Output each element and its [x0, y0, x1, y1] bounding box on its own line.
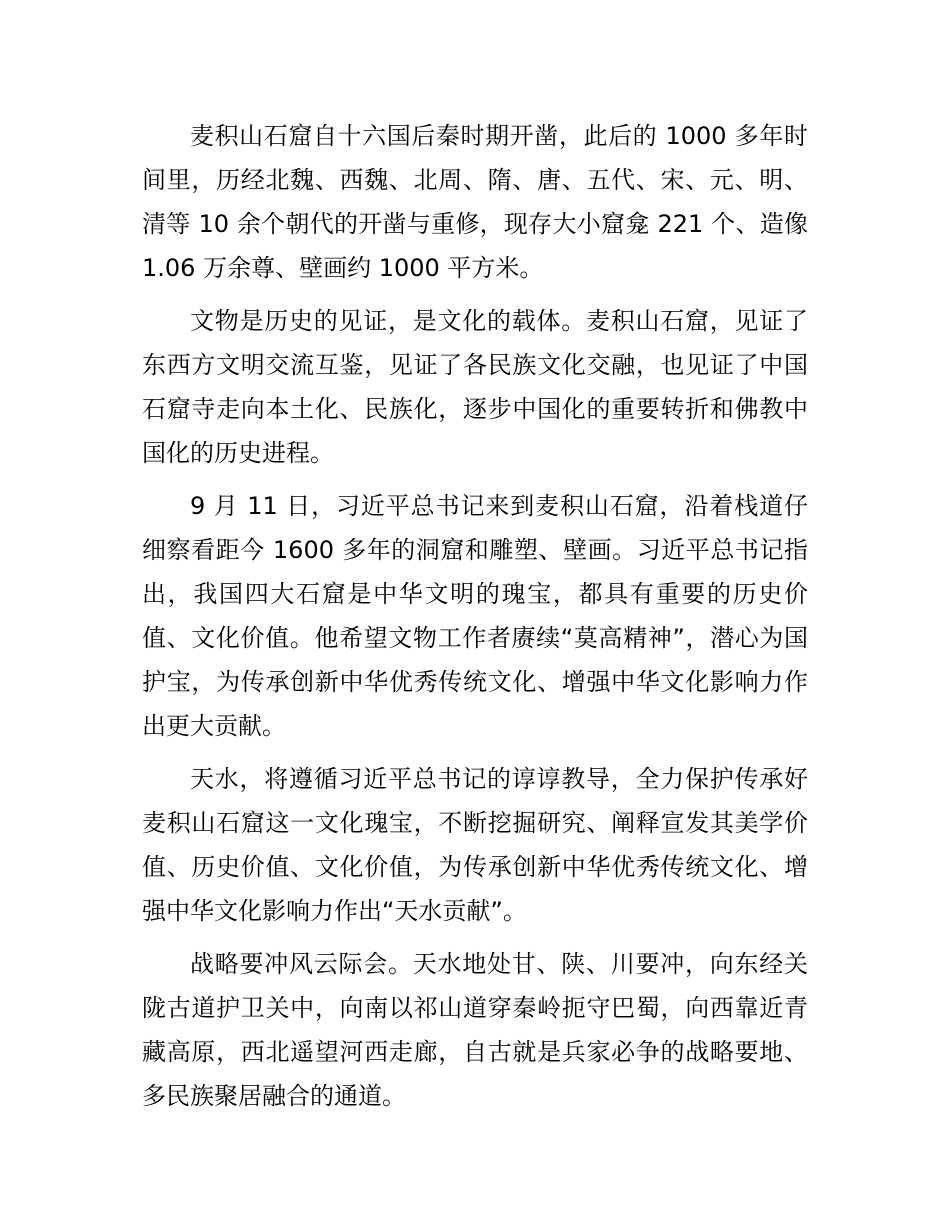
paragraph-5: 战略要冲风云际会。天水地处甘、陕、川要冲，向东经关陇古道护卫关中，向南以祁山道穿秦岭扼守巴蜀，向西靠近青藏高原，西北遥望河西走廊，自古就是兵家必争的战略要地、多民族聚居融合的通道。: [142, 950, 808, 1110]
paragraph-4: 天水，将遵循习近平总书记的谆谆教导，全力保护传承好麦积山石窟这一文化瑰宝，不断挖掘研究、阐释宣发其美学价值、历史价值、文化价值，为传承创新中华优秀传统文化、增强中华文化影响力作出“天水贡献”。: [142, 765, 808, 925]
paragraph-1: 麦积山石窟自十六国后秦时期开凿，此后的 1000 多年时间里，历经北魏、西魏、北周、隋、唐、五代、宋、元、明、清等 10 余个朝代的开凿与重修，现存大小窟龛 221 个、造像 1.06 万余尊、壁画约 1000 平方米。: [142, 122, 808, 282]
paragraph-2: 文物是历史的见证，是文化的载体。麦积山石窟，见证了东西方文明交流互鉴，见证了各民族文化交融，也见证了中国石窟寺走向本土化、民族化，逐步中国化的重要转折和佛教中国化的历史进程。: [142, 307, 808, 467]
paragraph-3: 9 月 11 日，习近平总书记来到麦积山石窟，沿着栈道仔细察看距今 1600 多年的洞窟和雕塑、壁画。习近平总书记指出，我国四大石窟是中华文明的瑰宝，都具有重要的历史价值、文化价值。他希望文物工作者赓续“莫高精神”，潜心为国护宝，为传承创新中华优秀传统文化、增强中华文化影响力作出更大贡献。: [142, 492, 808, 740]
